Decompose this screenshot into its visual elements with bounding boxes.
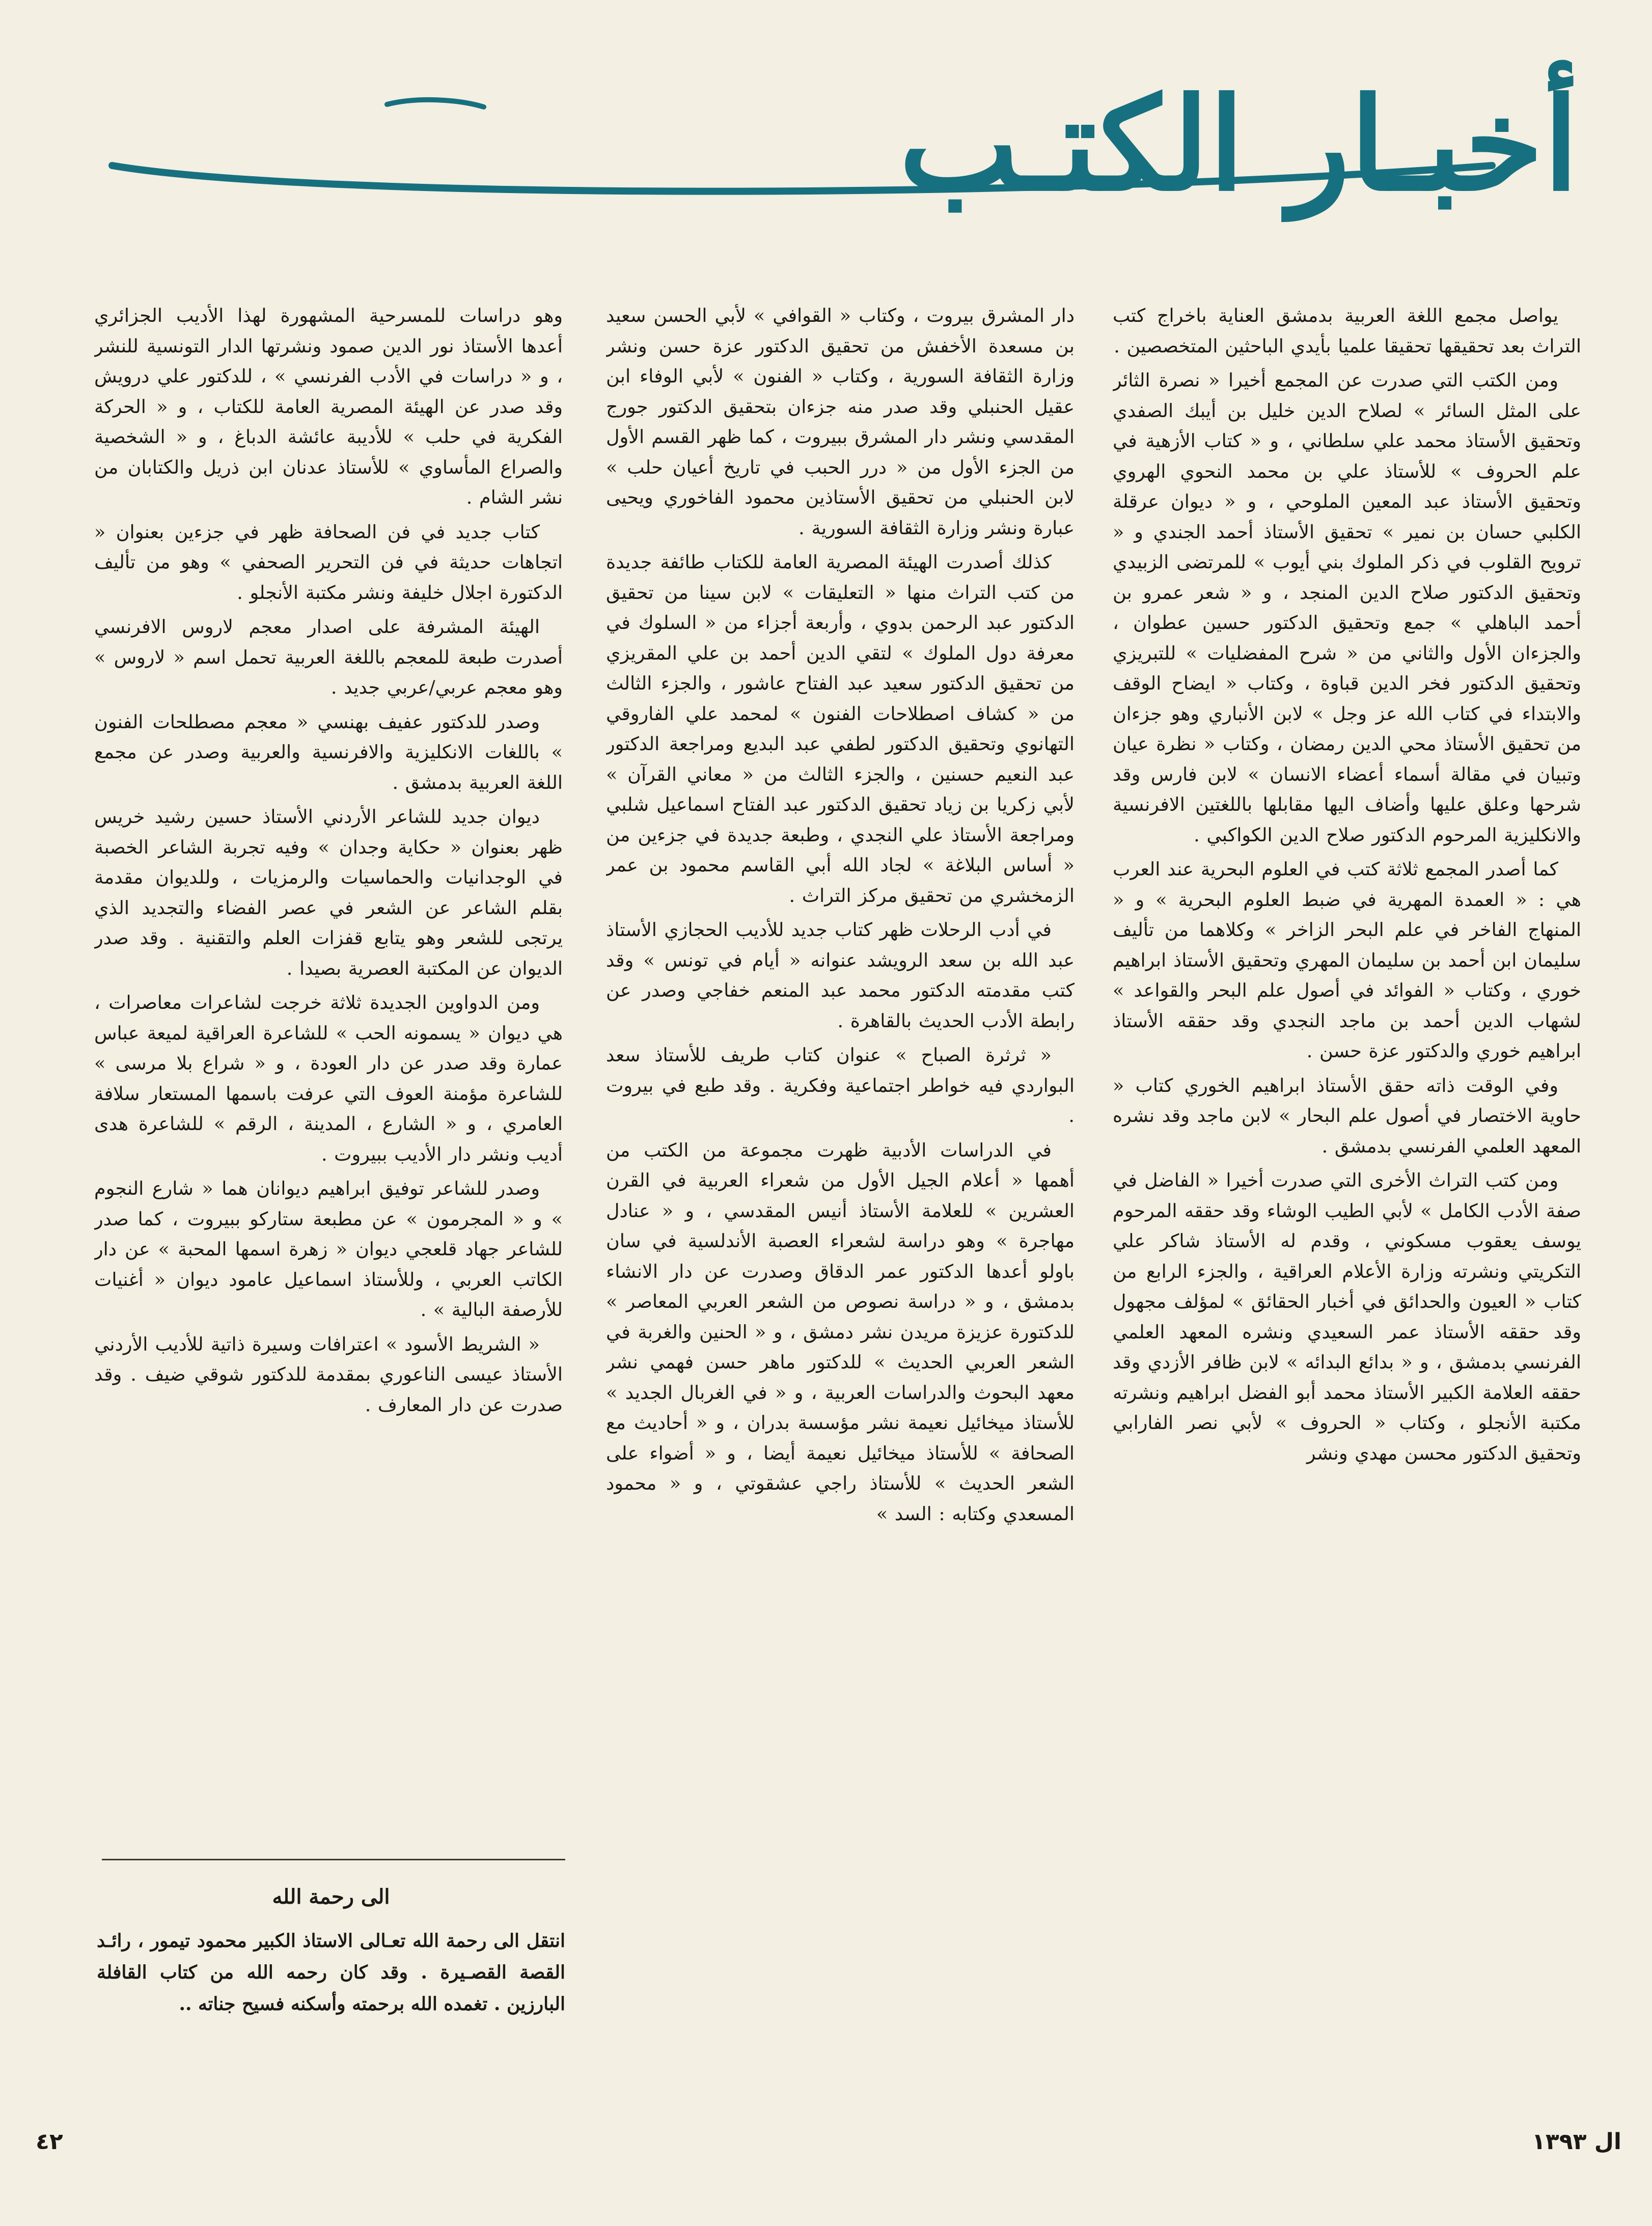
obituary-body: انتقل الى رحمة الله تعـالى الاستاذ الكبير محمود تيمور ، رائـد القصة القصـيرة . وقد كان رحمه الله من كتاب القافلة البارزين . تغمده الله برحمته وأسكنه فسيح جناته ..	[97, 1930, 565, 2015]
issue-date: ال ١٣٩٣	[1532, 2129, 1621, 2155]
paragraph: وهو دراسات للمسرحية المشهورة لهذا الأديب الجزائري أعدها الأستاذ نور الدين صمود ونشرتها الدار التونسية للنشر ، و « دراسات في الأدب الفرنسي » ، للدكتور علي درويش وقد صدر عن الهيئة المصرية العامة للكتاب ، و « الحركة الفكرية في حلب » للأديبة عائشة الدباغ ، و « الشخصية والصراع المأساوي » للأستاذ عدنان ابن ذريل والكتابان من نشر الشام .	[94, 305, 563, 508]
paragraph: كتاب جديد في فن الصحافة ظهر في جزءين بعنوان « اتجاهات حديثة في فن التحرير الصحفي » وهو من تأليف الدكتورة اجلال خليفة ونشر مكتبة الأنجلو .	[94, 520, 563, 603]
paragraph: ومن الدواوين الجديدة ثلاثة خرجت لشاعرات معاصرات ، هي ديوان « يسمونه الحب » للشاعرة العراقية لميعة عباس عمارة وقد صدر عن دار العودة ، و « شراع بلا مرسى » للشاعرة مؤمنة العوف التي عرفت باسمها المستعار سلافة العامري ، و « الشارع ، المدينة ، الرقم » للشاعرة هدى أديب ونشر دار الأديب ببيروت .	[94, 992, 563, 1165]
article-column-right	[1113, 300, 1581, 2154]
paragraph: وصدر للدكتور عفيف بهنسي « معجم مصطلحات الفنون » باللغات الانكليزية والافرنسية والعربية وصدر عن مجمع اللغة العربية بدمشق .	[94, 710, 563, 793]
masthead	[102, 69, 1579, 219]
paragraph: ومن الكتب التي صدرت عن المجمع أخيرا « نصرة الثائر على المثل السائر » لصلاح الدين خليل بن أيبك الصفدي وتحقيق الأستاذ محمد علي سلطاني ، و « كتاب الأزهية في علم الحروف » للأستاذ علي بن محمد النحوي الهروي وتحقيق الأستاذ عبد المعين الملوحي ، و « ديوان عرقلة الكلبي حسان بن نمير » تحقيق الأستاذ أحمد الجندي و « ترويح القلوب في ذكر الملوك بني أيوب » للمرتضى الزبيدي وتحقيق الدكتور صلاح الدين المنجد ، و « شعر عمرو بن أحمد الباهلي » جمع وتحقيق الدكتور حسين عطوان ، والجزءان الأول والثاني من « شرح المفضليات » للتبريزي وتحقيق الدكتور فخر الدين قباوة ، وكتاب « ايضاح الوقف والابتداء في كتاب الله عز وجل » لابن الأنباري وهو جزءان من تحقيق الأستاذ محي الدين رمضان ، وكتاب « نظرة عيان وتبيان في مقالة أسماء أعضاء الانسان » لابن فارس وقد شرحها وعلق عليها وأضاف اليها مقابلها باللغتين الافرنسية والانكليزية المرحوم الدكتور صلاح الدين الكواكبي .	[1113, 369, 1581, 846]
paragraph: ديوان جديد للشاعر الأردني الأستاذ حسين رشيد خريس ظهر بعنوان « حكاية وجدان » وفيه تجربة الشاعر الخصبة في الوجدانيات والحماسيات والرمزيات ، وللديوان مقدمة بقلم الشاعر عن الشعر في عصر الفضاء والتجديد الذي يرتجى للشعر وهو يتابع قفزات العلم والتقنية . وقد صدر الديوان عن المكتبة العصرية بصيدا .	[94, 806, 563, 979]
paragraph: « ثرثرة الصباح » عنوان كتاب طريف للأستاذ سعد البواردي فيه خواطر اجتماعية وفكرية . وقد طبع في بيروت .	[606, 1044, 1075, 1126]
paragraph: وفي الوقت ذاته حقق الأستاذ ابراهيم الخوري كتاب « حاوية الاختصار في أصول علم البحار » لابن ماجد وقد نشره المعهد العلمي الفرنسي بدمشق .	[1113, 1074, 1581, 1157]
obituary-title: الى رحمة الله	[272, 1885, 390, 1909]
paragraph: وصدر للشاعر توفيق ابراهيم ديوانان هما « شارع النجوم » و « المجرمون » عن مطبعة ستاركو ببيروت ، كما صدر للشاعر جهاد قلعجي ديوان « زهرة اسمها المحبة » عن دار الكاتب العربي ، وللأستاذ اسماعيل عامود ديوان « أغنيات للأرصفة البالية » .	[94, 1177, 563, 1321]
section-title: أخبـار الكتـب	[899, 69, 1579, 219]
paragraph: في الدراسات الأدبية ظهرت مجموعة من الكتب من أهمها « أعلام الجيل الأول من شعراء العربية في القرن العشرين » للعلامة الأستاذ أنيس المقدسي ، و « عنادل مهاجرة » وهو دراسة لشعراء العصبة الأندلسية في سان باولو أعدها الدكتور عمر الدقاق وصدرت عن دار الانشاء بدمشق ، و « دراسة نصوص من الشعر العربي المعاصر » للدكتورة عزيزة مريدن نشر دمشق ، و « الحنين والغربة في الشعر العربي الحديث » للدكتور ماهر حسن فهمي نشر معهد البحوث والدراسات العربية ، و « في الغربال الجديد » للأستاذ ميخائيل نعيمة نشر مؤسسة بدران ، و « أحاديث مع الصحافة » للأستاذ ميخائيل نعيمة أيضا ، و « أضواء على الشعر الحديث » للأستاذ راجي عشقوتي ، و « محمود المسعدي وكتابه : السد »	[606, 1139, 1075, 1525]
paragraph: يواصل مجمع اللغة العربية بدمشق العناية باخراج كتب التراث بعد تحقيقها تحقيقا علميا بأيدي الباحثين المتخصصين .	[1113, 305, 1581, 357]
paragraph: ومن كتب التراث الأخرى التي صدرت أخيرا « الفاضل في صفة الأدب الكامل » لأبي الطيب الوشاء وقد حققه المرحوم يوسف يعقوب مسكوني ، وقدم له الأستاذ شاكر علي التكريتي ونشرته وزارة الأعلام العراقية ، والجزء الرابع من كتاب « العيون والحدائق في أخبار الحقائق » لمؤلف مجهول وقد حققه الأستاذ عمر السعيدي ونشره المعهد العلمي الفرنسي بدمشق ، و « بدائع البدائه » لابن ظافر الأزدي وقد حققه العلامة الكبير الأستاذ محمد أبو الفضل ابراهيم ونشرته مكتبة الأنجلو ، وكتاب « الحروف » لأبي نصر الفارابي وتحقيق الدكتور محسن مهدي ونشر	[1113, 1169, 1581, 1464]
page-number: ٤٢	[36, 2129, 63, 2155]
paragraph: « الشريط الأسود » اعترافات وسيرة ذاتية للأديب الأردني الأستاذ عيسى الناعوري بمقدمة للدكتور شوقي ضيف . وقد صدرت عن دار المعارف .	[94, 1333, 563, 1416]
paragraph: دار المشرق بيروت ، وكتاب « القوافي » لأبي الحسن سعيد بن مسعدة الأخفش من تحقيق الدكتور عزة حسن ونشر وزارة الثقافة السورية ، وكتاب « الفنون » لأبي الوفاء ابن عقيل الحنبلي وقد صدر منه جزءان بتحقيق الدكتور جورج المقدسي ونشر دار المشرق ببيروت ، كما ظهر القسم الأول من الجزء الأول من « درر الحبب في تاريخ أعيان حلب » لابن الحنبلي من تحقيق الأستاذين محمود الفاخوري ويحيى عبارة ونشر وزارة الثقافة السورية .	[606, 305, 1075, 539]
paragraph: الهيئة المشرفة على اصدار معجم لاروس الافرنسي أصدرت طبعة للمعجم باللغة العربية تحمل اسم « لاروس » وهو معجم عربي/عربي جديد .	[94, 616, 563, 698]
obituary-divider	[102, 1859, 565, 1860]
paragraph: كذلك أصدرت الهيئة المصرية العامة للكتاب طائفة جديدة من كتب التراث منها « التعليقات » لابن سينا من تحقيق الدكتور عبد الرحمن بدوي ، وأربعة أجزاء من « السلوك في معرفة دول الملوك » لتقي الدين أحمد بن علي المقريزي من تحقيق الدكتور سعيد عبد الفتاح عاشور ، والجزء الثالث من « كشاف اصطلاحات الفنون » لمحمد علي الفاروقي التهانوي وتحقيق الدكتور لطفي عبد البديع ومراجعة الدكتور عبد النعيم حسنين ، والجزء الثالث من « معاني القرآن » لأبي زكريا بن زياد تحقيق الدكتور عبد الفتاح اسماعيل شلبي ومراجعة الأستاذ علي النجدي ، وطبعة جديدة في جزءين من « أساس البلاغة » لجاد الله أبي القاسم محمود بن عمر الزمخشري من تحقيق مركز التراث .	[606, 551, 1075, 906]
obituary-box	[97, 1879, 565, 2020]
paragraph: في أدب الرحلات ظهر كتاب جديد للأديب الحجازي الأستاذ عبد الله بن سعد الرويشد عنوانه « أيام في تونس » وقد كتب مقدمته الدكتور محمد عبد المنعم خفاجي وصدر عن رابطة الأدب الحديث بالقاهرة .	[606, 919, 1075, 1032]
article-column-left	[94, 300, 563, 1788]
paragraph: كما أصدر المجمع ثلاثة كتب في العلوم البحرية عند العرب هي : « العمدة المهرية في ضبط العلوم البحرية » و « المنهاج الفاخر في علم البحر الزاخر » وكلاهما من تأليف سليمان ابن أحمد بن سليمان المهري وتحقيق الأستاذ ابراهيم خوري ، وكتاب « الفوائد في أصول علم البحر والقواعد » لشهاب الدين أحمد بن ماجد النجدي وقد حققه الأستاذ ابراهيم خوري والدكتور عزة حسن .	[1113, 858, 1581, 1062]
article-column-middle	[606, 300, 1075, 2154]
